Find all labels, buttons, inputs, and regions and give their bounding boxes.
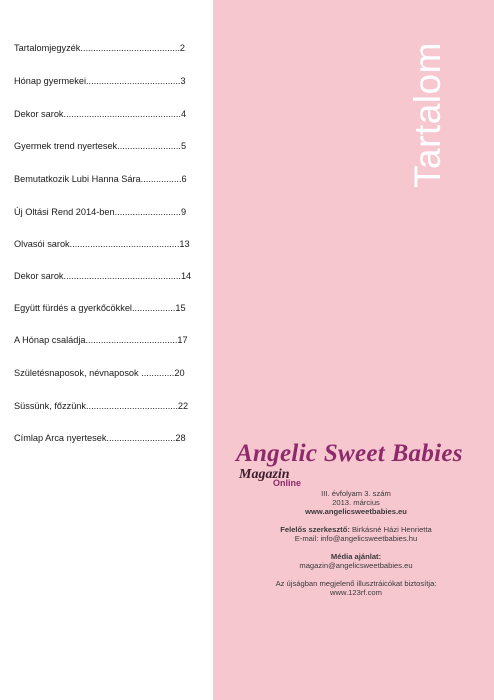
issue-line: III. évfolyam 3. szám xyxy=(321,489,391,498)
toc-entry[interactable]: Tartalomjegyzék.......................................2 xyxy=(14,43,186,53)
date-line: 2013. március xyxy=(332,498,380,507)
editor-line xyxy=(240,525,472,534)
toc-entry[interactable]: Címlap Arca nyertesek...........................28 xyxy=(14,433,186,443)
toc-entry[interactable]: Születésnaposok, névnaposok .............20 xyxy=(14,368,185,378)
toc-entry[interactable]: Süssünk, főzzünk....................................22 xyxy=(14,401,189,411)
toc-entry[interactable]: Olvasói sarok...........................................13 xyxy=(14,239,190,249)
website-link[interactable]: www.angelicsweetbabies.eu xyxy=(305,507,407,516)
media-email[interactable]: magazin@angelicsweetbabies.eu xyxy=(299,561,413,570)
toc-entry[interactable]: A Hónap családja....................................17 xyxy=(14,335,188,345)
editor-label: Felelős szerkesztő: xyxy=(280,525,350,534)
media-label: Média ajánlat: xyxy=(330,552,382,561)
toc-entry[interactable]: Gyermek trend nyertesek.........................5 xyxy=(14,141,187,151)
vertical-title xyxy=(398,30,458,200)
illustration-note: Az újságban megjelenő illusztráicókat biztosítja: xyxy=(275,579,437,588)
page-title: Tartalom xyxy=(407,42,448,188)
toc-entry[interactable]: Dekor sarok..............................................4 xyxy=(14,109,187,119)
email-line[interactable]: E-mail: info@angelicsweetbabies.hu xyxy=(294,534,418,543)
logo-online-text: Online xyxy=(273,478,302,488)
logo-magazin-text: Magazin xyxy=(239,467,290,482)
toc-entry[interactable]: Együtt fürdés a gyerkőcökkel.................15 xyxy=(14,303,186,313)
table-of-contents xyxy=(0,0,213,700)
toc-entry[interactable]: Új Oltási Rend 2014-ben..........................9 xyxy=(14,207,187,217)
illustration-site[interactable]: www.123rf.com xyxy=(330,588,382,597)
toc-entry[interactable]: Hónap gyermekei.....................................3 xyxy=(14,76,186,86)
editor-name: Birkásné Házi Henrietta xyxy=(351,525,432,534)
toc-entry[interactable]: Bemutatkozik Lubi Hanna Sára................6 xyxy=(14,174,187,184)
toc-entry[interactable]: Dekor sarok..............................................14 xyxy=(14,271,192,281)
magazine-logo: Angelic Sweet Babies xyxy=(236,440,463,467)
